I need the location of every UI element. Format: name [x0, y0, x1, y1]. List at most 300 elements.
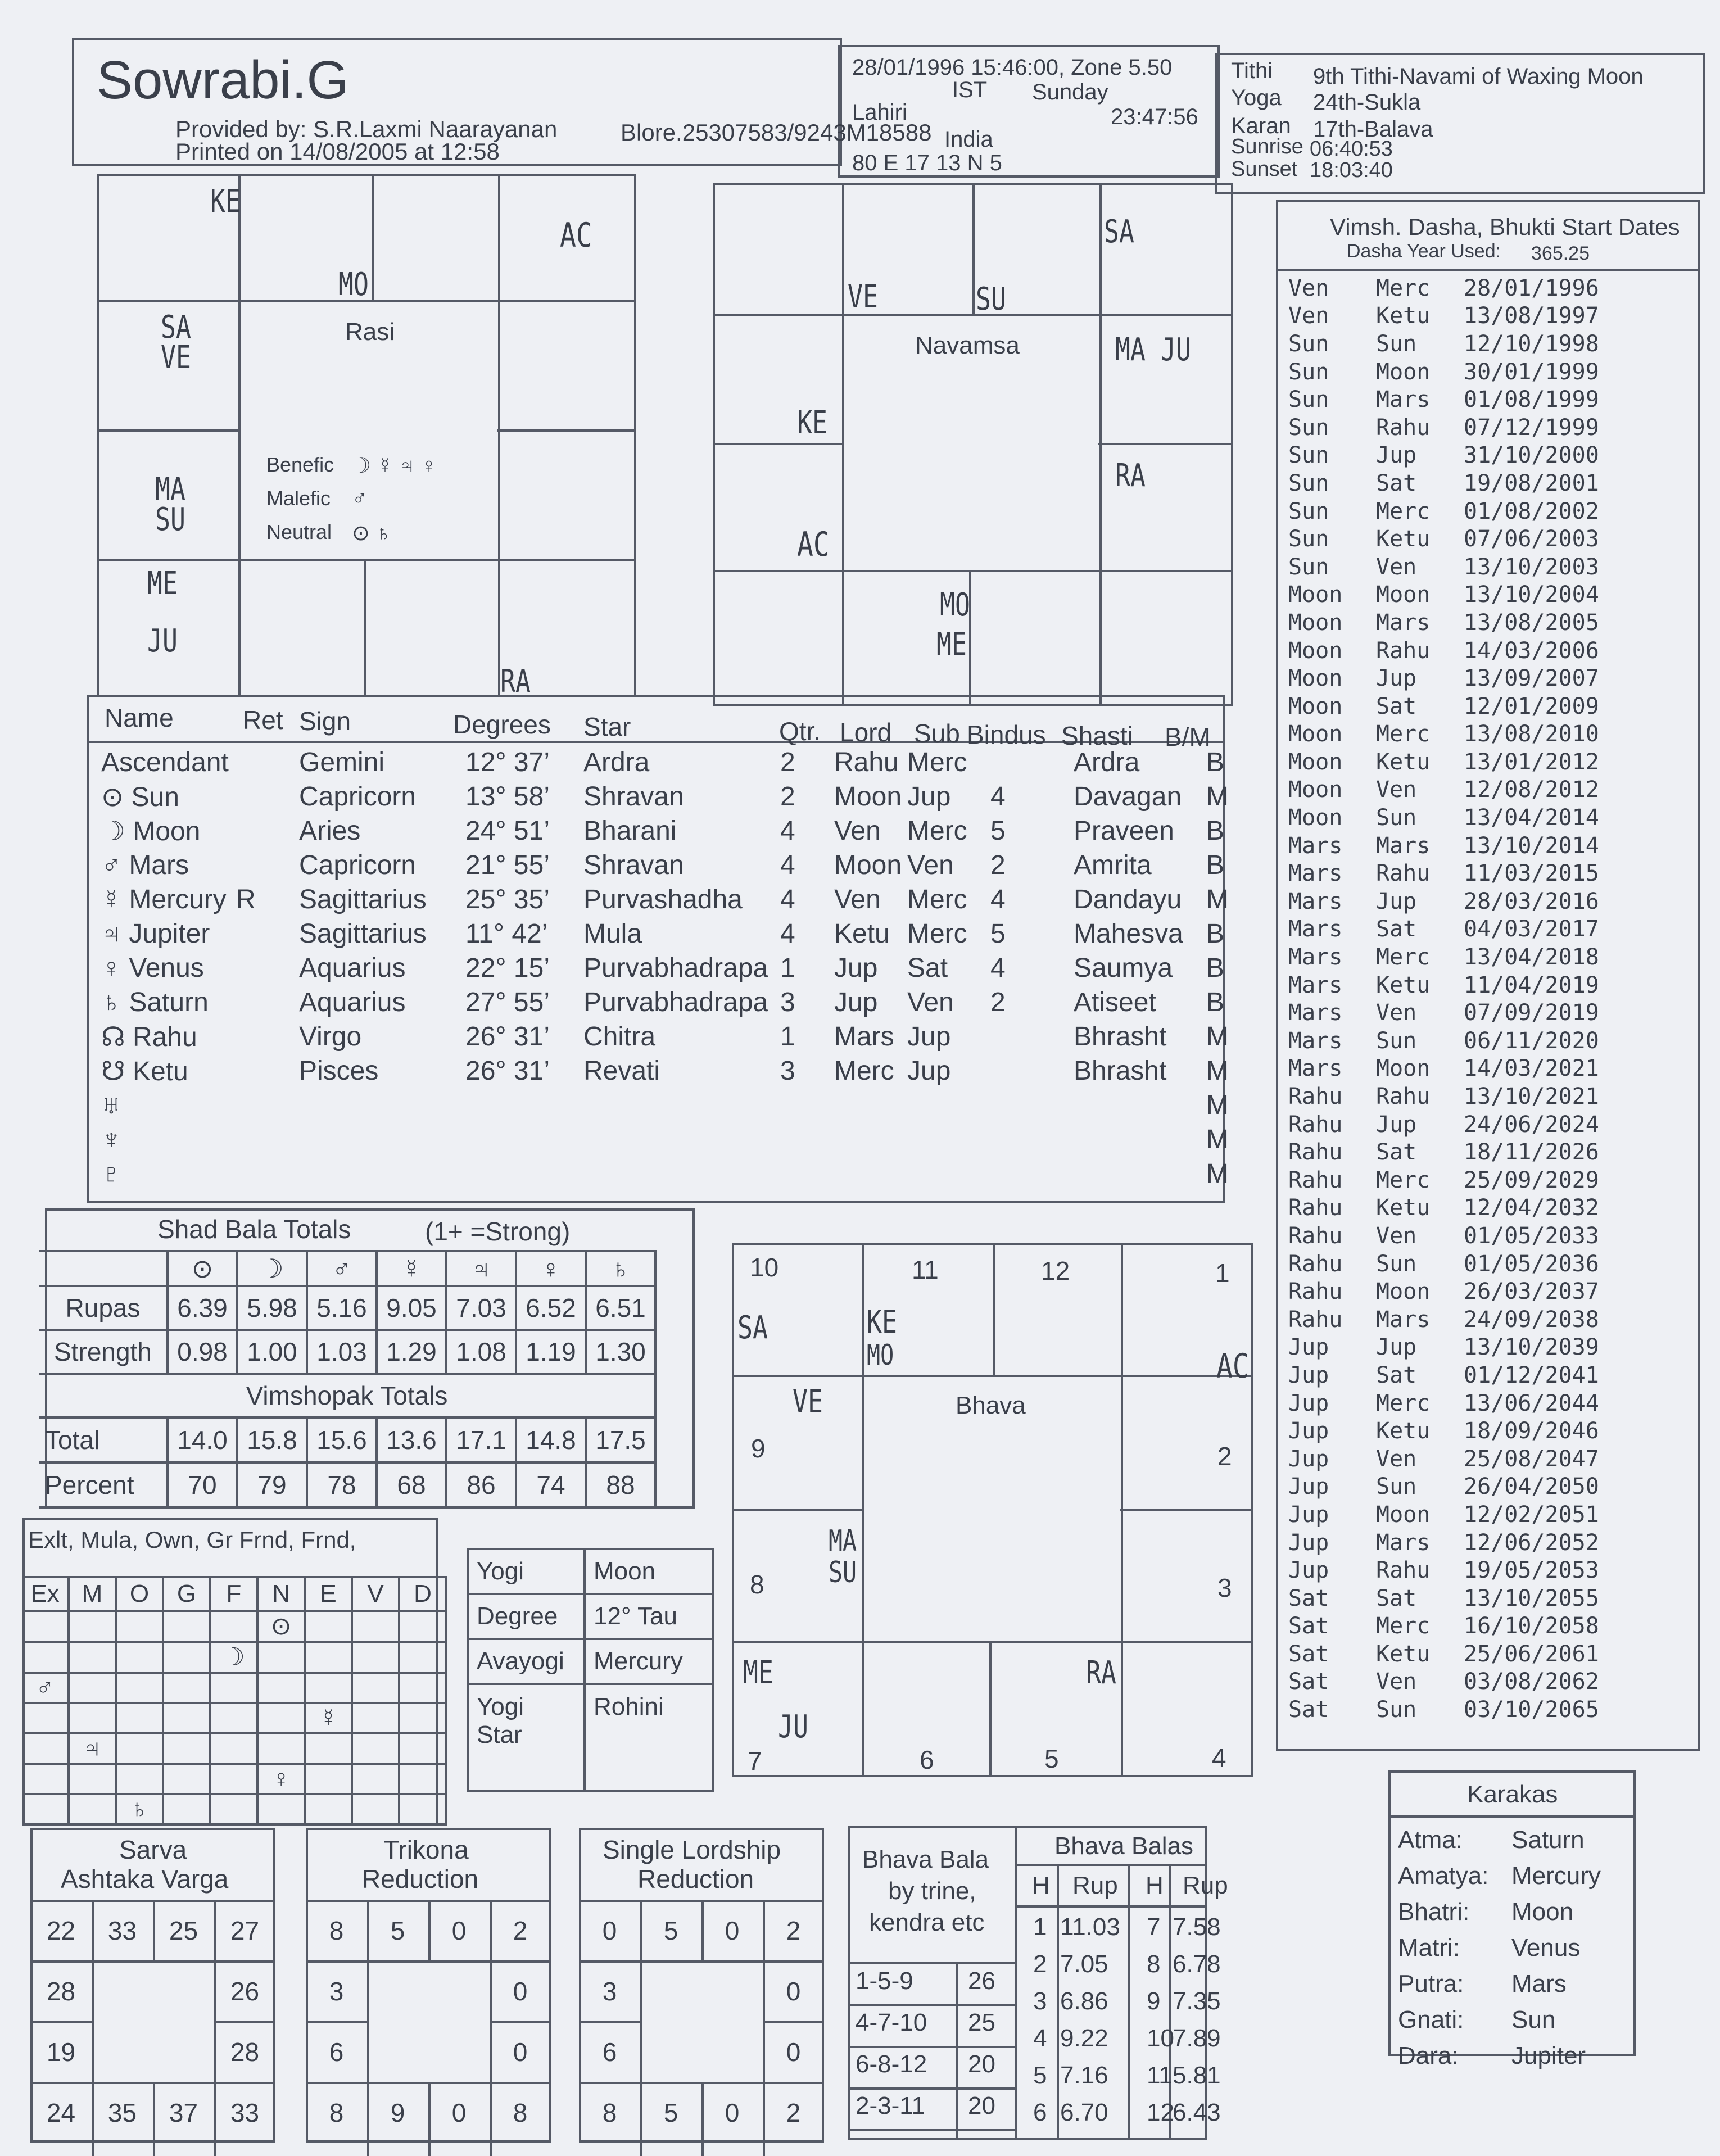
bhukti-lord: Moon	[1376, 1501, 1431, 1528]
planet-lord	[834, 1157, 907, 1191]
start-date: 13/01/2012	[1464, 749, 1599, 775]
sunset-value: 18:03:40	[1310, 158, 1393, 182]
shad-bala-grid	[39, 1250, 657, 1509]
planet-sign	[299, 1088, 465, 1122]
planet-row	[101, 951, 1240, 985]
planet-bm: B	[1206, 748, 1225, 777]
rasi-sun: SU	[155, 501, 185, 538]
karaka-label: Amatya:	[1398, 1862, 1489, 1890]
planet-shasti: Amrita	[1074, 850, 1152, 880]
start-date: 12/02/2051	[1464, 1501, 1599, 1528]
dasha-row	[1288, 1473, 1610, 1501]
start-date: 13/10/2004	[1464, 582, 1599, 608]
dasha-lord: Mars	[1288, 972, 1343, 998]
total-value: 17.5	[586, 1417, 655, 1462]
karakas-table	[1397, 1822, 1624, 2074]
trikona-cell: 5	[390, 1916, 405, 1945]
house-11: 11	[912, 1255, 939, 1284]
rasi-saturn: SA	[161, 309, 191, 346]
house-rupas: 9.22	[1060, 2024, 1108, 2052]
dasha-lord: Moon	[1288, 693, 1343, 719]
bhukti-lord: Rahu	[1376, 1084, 1431, 1110]
dasha-lord: Sun	[1288, 414, 1329, 441]
total-value: 14.0	[168, 1417, 237, 1462]
bhava-bala-title: Bhava Bala	[862, 1846, 989, 1873]
dasha-row	[1288, 274, 1610, 302]
bhukti-lord: Ven	[1376, 1000, 1417, 1026]
karaka-row	[1397, 1894, 1624, 1930]
planet-sign: Sagittarius	[299, 885, 427, 914]
planet-sub: Jup	[907, 782, 951, 812]
start-date: 19/08/2001	[1464, 470, 1599, 496]
trikona-cell: 6	[329, 2037, 344, 2067]
rupas-value: 6.52	[516, 1286, 586, 1330]
bhukti-lord: Moon	[1376, 1056, 1431, 1082]
trikona-cell: 0	[451, 2098, 467, 2127]
total-label: Total	[39, 1417, 168, 1462]
dasha-lord: Sun	[1288, 442, 1329, 469]
dasha-row	[1288, 1055, 1610, 1083]
start-date: 26/03/2037	[1464, 1279, 1599, 1305]
navamsa-ketu: KE	[797, 405, 827, 441]
sarva-cell: 37	[169, 2098, 198, 2127]
planet-shasti: Ardra	[1074, 748, 1140, 777]
dasha-row	[1288, 999, 1610, 1027]
dasha-lord: Sat	[1288, 1585, 1329, 1611]
rupas-value: 7.03	[446, 1286, 516, 1330]
house-rupas: 7.05	[1060, 1950, 1108, 1978]
bhukti-lord: Mars	[1376, 609, 1431, 636]
degree-value: 12° Tau	[585, 1594, 713, 1639]
planet-bm: B	[1206, 816, 1225, 846]
dignity-col: N	[257, 1577, 305, 1611]
planet-deg: 24° 51’	[465, 816, 550, 846]
dasha-lord: Moon	[1288, 749, 1343, 775]
bhukti-lord: Sun	[1376, 1474, 1417, 1500]
single-cell: 0	[725, 2098, 740, 2127]
planet-star: Purvabhadrapa	[583, 988, 768, 1017]
planet-deg	[465, 1157, 583, 1191]
dasha-year-label: Dasha Year Used:	[1347, 241, 1501, 262]
start-date: 13/08/2005	[1464, 609, 1599, 636]
planet-ret	[236, 917, 299, 951]
dasha-row	[1288, 971, 1610, 999]
planet-ret	[236, 745, 299, 780]
percent-value: 70	[168, 1462, 237, 1507]
planet-row	[101, 1088, 1240, 1122]
sidereal-time: 23:47:56	[1111, 105, 1198, 129]
bhukti-lord: Ketu	[1376, 303, 1431, 329]
total-value: 17.1	[446, 1417, 516, 1462]
dasha-lord: Moon	[1288, 805, 1343, 831]
col-header-star: Star	[583, 712, 631, 741]
start-date: 13/10/2014	[1464, 832, 1599, 859]
avayogi-value: Mercury	[585, 1639, 713, 1684]
venus-dignity: ♀	[257, 1764, 305, 1794]
trikona-cell: 8	[329, 1916, 344, 1945]
planet-qtr	[780, 1088, 834, 1122]
planet-row	[101, 1020, 1240, 1054]
planet-sub: Jup	[907, 1056, 951, 1086]
house-12: 12	[1041, 1256, 1070, 1285]
bhukti-lord: Merc	[1376, 721, 1431, 748]
start-date: 07/09/2019	[1464, 1000, 1599, 1026]
single-cell: 5	[663, 2098, 678, 2127]
trine-group-value: 26	[968, 1967, 995, 1995]
bhava-bala-subtitle: by trine,	[888, 1877, 976, 1905]
bhukti-lord: Moon	[1376, 1279, 1431, 1305]
bhava-balas-title: Bhava Balas	[1054, 1832, 1194, 1860]
planet-bindu: 4	[990, 885, 1006, 914]
planet-name: ☋ Ketu	[101, 1056, 188, 1086]
planet-sub: Merc	[907, 748, 967, 777]
timezone-ist: IST	[952, 78, 988, 102]
start-date: 14/03/2021	[1464, 1056, 1599, 1082]
trine-group-value: 20	[968, 2050, 995, 2078]
bhukti-lord: Ketu	[1376, 1418, 1431, 1444]
start-date: 18/09/2046	[1464, 1418, 1599, 1444]
start-date: 12/04/2032	[1464, 1195, 1599, 1221]
start-date: 25/06/2061	[1464, 1641, 1599, 1667]
planet-bindu: 4	[990, 782, 1006, 812]
dasha-row	[1288, 692, 1610, 721]
planet-sub	[907, 1088, 990, 1122]
dasha-lord: Rahu	[1288, 1222, 1343, 1249]
rasi-ketu: KE	[210, 183, 241, 220]
dasha-lord: Mars	[1288, 916, 1343, 943]
single-cell: 0	[725, 1916, 740, 1945]
karaka-label: Putra:	[1398, 1970, 1464, 1998]
rupas-value: 9.05	[377, 1286, 446, 1330]
house-number: 3	[1033, 1987, 1047, 2015]
dasha-row	[1288, 1306, 1610, 1334]
dasha-row	[1288, 1696, 1610, 1724]
trikona-cell: 2	[513, 1916, 528, 1945]
col-header-bm: B/M	[1165, 722, 1211, 751]
col-header-degrees: Degrees	[453, 710, 551, 739]
karaka-planet: Mars	[1511, 1970, 1567, 1998]
navamsa-sun: SU	[976, 281, 1006, 318]
navamsa-title: Navamsa	[915, 332, 1020, 359]
house-rupas: 7.35	[1173, 1987, 1221, 2015]
dasha-lord: Jup	[1288, 1529, 1329, 1556]
avayogi-label: Avayogi	[468, 1639, 585, 1684]
planet-star: Purvashadha	[583, 885, 743, 914]
dasha-row	[1288, 1501, 1610, 1529]
bhukti-lord: Merc	[1376, 275, 1431, 301]
planet-deg	[465, 1088, 583, 1122]
single-title: Single Lordship	[603, 1835, 781, 1864]
bhava-rahu: RA	[1086, 1655, 1116, 1691]
planet-row	[101, 745, 1240, 780]
planet-qtr: 1	[780, 1022, 795, 1052]
house-rupas: 6.70	[1060, 2099, 1108, 2126]
planet-lord: Jup	[834, 953, 878, 983]
dasha-lord: Sat	[1288, 1641, 1329, 1667]
bhava-mars: MA	[829, 1524, 857, 1558]
start-date: 14/03/2006	[1464, 637, 1599, 664]
start-date: 03/08/2062	[1464, 1669, 1599, 1695]
trikona-cell: 0	[513, 1977, 528, 2006]
col-header-sub: Sub	[914, 719, 960, 748]
bhava-sun: SU	[829, 1556, 857, 1589]
dignity-table	[22, 1576, 447, 1826]
dasha-lord: Moon	[1288, 721, 1343, 748]
planet-ret	[236, 1054, 299, 1088]
start-date: 07/12/1999	[1464, 414, 1599, 441]
start-date: 01/08/1999	[1464, 387, 1599, 413]
planet-lord: Merc	[834, 1056, 894, 1086]
house-number: 11	[1147, 2062, 1173, 2089]
rupas-label: Rupas	[39, 1286, 168, 1330]
sarva-cell: 24	[46, 2098, 76, 2127]
karaka-planet: Sun	[1511, 2006, 1556, 2033]
planet-shasti	[1074, 1157, 1206, 1191]
col-header-name: Name	[105, 703, 174, 732]
bhava-rup-header: Rup	[1183, 1872, 1228, 1899]
navamsa-mars-jupiter: MA JU	[1115, 332, 1191, 368]
navamsa-mercury: ME	[936, 626, 967, 663]
total-value: 14.8	[516, 1417, 586, 1462]
house-6: 6	[920, 1745, 934, 1774]
planet-shasti	[1074, 1122, 1206, 1157]
start-date: 25/08/2047	[1464, 1446, 1599, 1472]
planet-qtr: 4	[780, 885, 795, 914]
dignity-col: Ex	[22, 1577, 69, 1611]
sun-symbol: ⊙	[168, 1251, 237, 1286]
start-date: 13/10/2055	[1464, 1585, 1599, 1611]
planet-ret	[236, 985, 299, 1020]
planet-name: ☊ Rahu	[101, 1022, 197, 1052]
percent-value: 88	[586, 1462, 655, 1507]
start-date: 28/03/2016	[1464, 888, 1599, 914]
trikona-cell: 9	[390, 2098, 405, 2127]
house-number: 10	[1147, 2024, 1174, 2052]
bhava-saturn: SA	[737, 1310, 768, 1346]
dasha-row	[1288, 1417, 1610, 1445]
planet-star	[583, 1122, 780, 1157]
planet-sub	[907, 1157, 990, 1191]
rupas-value: 5.98	[237, 1286, 307, 1330]
single-cell: 3	[602, 1977, 617, 2006]
planet-row	[101, 882, 1240, 917]
planet-sub: Ven	[907, 988, 954, 1017]
bhava-rup-header: Rup	[1072, 1872, 1118, 1899]
planet-deg: 11° 42’	[465, 919, 548, 949]
bhukti-lord: Sun	[1376, 330, 1417, 357]
karaka-row	[1397, 1930, 1624, 1966]
dasha-lord: Rahu	[1288, 1111, 1343, 1138]
planet-bm: B	[1206, 953, 1225, 983]
planet-ret	[236, 1020, 299, 1054]
dasha-lord: Sat	[1288, 1669, 1329, 1695]
bhukti-lord: Mars	[1376, 1306, 1431, 1333]
strength-value: 1.08	[446, 1330, 516, 1374]
karaka-row	[1397, 2002, 1624, 2038]
planet-qtr: 1	[780, 953, 795, 983]
percent-value: 86	[446, 1462, 516, 1507]
planet-bindu	[990, 1088, 1074, 1122]
start-date: 13/04/2014	[1464, 805, 1599, 831]
dasha-row	[1288, 553, 1610, 581]
house-number: 6	[1033, 2099, 1047, 2126]
dasha-lord: Moon	[1288, 609, 1343, 636]
dasha-lord: Jup	[1288, 1501, 1329, 1528]
dasha-row	[1288, 1361, 1610, 1389]
planet-bindu: 4	[990, 953, 1006, 983]
planet-bindu	[990, 1054, 1074, 1088]
sarva-cell: 27	[230, 1916, 260, 1945]
start-date: 13/08/1997	[1464, 303, 1599, 329]
dignity-col: D	[399, 1577, 446, 1611]
planet-bm: M	[1206, 1056, 1229, 1086]
dasha-row	[1288, 664, 1610, 692]
dasha-row	[1288, 721, 1610, 749]
planet-star: Bharani	[583, 816, 677, 846]
bhukti-lord: Moon	[1376, 359, 1431, 385]
bhava-moon: MO	[867, 1339, 894, 1371]
planet-name: ☿ Mercury	[101, 885, 227, 914]
planet-lord: Ven	[834, 816, 881, 846]
dasha-row	[1288, 1082, 1610, 1111]
start-date: 12/08/2012	[1464, 777, 1599, 803]
planet-ret	[236, 951, 299, 985]
dasha-title: Vimsh. Dasha, Bhukti Start Dates	[1330, 214, 1680, 240]
dasha-lord: Sun	[1288, 330, 1329, 357]
start-date: 12/10/1998	[1464, 330, 1599, 357]
bhava-bala-subtitle2: kendra etc	[869, 1909, 985, 1936]
dasha-row	[1288, 358, 1610, 386]
saturn-symbol: ♄	[586, 1251, 655, 1286]
dasha-row	[1288, 637, 1610, 665]
dasha-row	[1288, 1640, 1610, 1668]
planet-star: Shravan	[583, 782, 684, 812]
planet-bm: M	[1206, 885, 1229, 914]
dasha-row	[1288, 1138, 1610, 1166]
bhukti-lord: Ketu	[1376, 1641, 1431, 1667]
benefic-label: Benefic	[266, 453, 334, 476]
start-date: 13/10/2021	[1464, 1084, 1599, 1110]
planet-qtr: 4	[780, 850, 795, 880]
percent-value: 79	[237, 1462, 307, 1507]
trine-group-label: 4-7-10	[856, 2009, 927, 2036]
planet-bindu	[990, 1020, 1074, 1054]
start-date: 12/01/2009	[1464, 693, 1599, 719]
planet-deg: 25° 35’	[465, 885, 550, 914]
karaka-planet: Mercury	[1511, 1862, 1601, 1890]
trikona-cell: 8	[329, 2098, 344, 2127]
planet-shasti: Bhrasht	[1074, 1056, 1167, 1086]
bhukti-lord: Jup	[1376, 442, 1417, 469]
planet-bm: M	[1206, 1022, 1229, 1052]
planet-name: ☽ Moon	[101, 816, 201, 846]
rasi-ascendant: AC	[560, 216, 592, 255]
dasha-rows	[1288, 274, 1610, 1724]
planet-deg: 26° 31’	[465, 1022, 550, 1052]
sunrise-value: 06:40:53	[1310, 137, 1393, 161]
planet-sub: Merc	[907, 919, 967, 949]
sarva-title: Sarva	[119, 1835, 187, 1864]
mars-symbol: ♂	[307, 1251, 377, 1286]
karakas-title: Karakas	[1467, 1781, 1558, 1808]
dasha-lord: Mars	[1288, 860, 1343, 887]
start-date: 30/01/1999	[1464, 359, 1599, 385]
start-date: 24/06/2024	[1464, 1111, 1599, 1138]
dignity-col: E	[305, 1577, 352, 1611]
bhukti-lord: Merc	[1376, 1390, 1431, 1416]
strength-value: 1.29	[377, 1330, 446, 1374]
planet-star	[583, 1157, 780, 1191]
start-date: 31/10/2000	[1464, 442, 1599, 469]
bhukti-lord: Rahu	[1376, 414, 1431, 441]
sarva-cell: 33	[107, 1916, 137, 1945]
dasha-row	[1288, 1584, 1610, 1613]
planet-rows	[101, 745, 1240, 1191]
dignity-col: V	[352, 1577, 399, 1611]
single-cell: 6	[602, 2037, 617, 2067]
chart-owner-name: Sowrabi.G	[97, 50, 349, 110]
dasha-row	[1288, 1111, 1610, 1139]
dasha-lord: Sun	[1288, 498, 1329, 524]
jupiter-dignity: ♃	[69, 1733, 116, 1764]
jupiter-symbol: ♃	[446, 1251, 516, 1286]
dasha-lord: Moon	[1288, 777, 1343, 803]
bhukti-lord: Ketu	[1376, 972, 1431, 998]
provided-by: Provided by: S.R.Laxmi Naarayanan	[175, 116, 558, 142]
planet-qtr: 4	[780, 919, 795, 949]
planet-qtr: 3	[780, 1056, 795, 1086]
dasha-lord: Moon	[1288, 665, 1343, 692]
saturn-dignity: ♄	[116, 1794, 163, 1824]
dasha-row	[1288, 1668, 1610, 1696]
karaka-label: Dara:	[1398, 2042, 1459, 2069]
bhukti-lord: Sat	[1376, 470, 1417, 496]
dasha-lord: Mars	[1288, 1056, 1343, 1082]
start-date: 04/03/2017	[1464, 916, 1599, 943]
house-rupas: 6.43	[1173, 2099, 1221, 2126]
sarva-cell: 33	[230, 2098, 260, 2127]
planet-bm: M	[1206, 1159, 1229, 1189]
planet-row	[101, 917, 1240, 951]
malefic-planets: ♂	[352, 487, 368, 510]
dasha-lord: Jup	[1288, 1557, 1329, 1584]
planet-row	[101, 1122, 1240, 1157]
mercury-symbol: ☿	[377, 1251, 446, 1286]
planet-shasti: Atiseet	[1074, 988, 1156, 1017]
degree-label: Degree	[468, 1594, 585, 1639]
bhukti-lord: Ketu	[1376, 526, 1431, 552]
dasha-lord: Sat	[1288, 1613, 1329, 1639]
start-date: 01/05/2033	[1464, 1222, 1599, 1249]
dasha-row	[1288, 1613, 1610, 1641]
yogi-label: Yogi	[468, 1549, 585, 1594]
planet-row	[101, 1054, 1240, 1088]
single-cell: 8	[602, 2098, 617, 2127]
bhava-jupiter: JU	[778, 1709, 808, 1745]
planet-bm: B	[1206, 919, 1225, 949]
start-date: 26/04/2050	[1464, 1474, 1599, 1500]
dasha-row	[1288, 887, 1610, 916]
single-cell: 0	[786, 2037, 801, 2067]
start-date: 12/06/2052	[1464, 1529, 1599, 1556]
dasha-lord: Sat	[1288, 1697, 1329, 1723]
planet-row	[101, 780, 1240, 814]
start-date: 11/04/2019	[1464, 972, 1599, 998]
planet-sub: Merc	[907, 885, 967, 914]
planet-sign	[299, 1157, 465, 1191]
bhukti-lord: Mars	[1376, 832, 1431, 859]
bhukti-lord: Sat	[1376, 1585, 1417, 1611]
